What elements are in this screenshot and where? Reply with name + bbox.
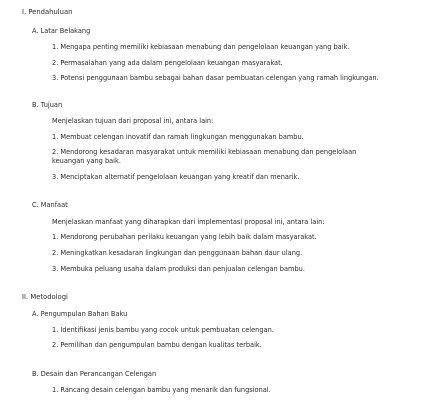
section-heading-metodologi: II. Metodologi — [22, 293, 68, 301]
list-item: 1. Mengapa penting memiliki kebiasaan menabung dan pengelolaan keuangan yang baik. — [52, 43, 350, 51]
subsection-heading-latar-belakang: A. Latar Belakang — [32, 27, 91, 35]
list-item: 2. Pemilihan dan pengumpulan bambu dengan kualitas terbaik. — [52, 341, 262, 349]
subsection-heading-pengumpulan: A. Pengumpulan Bahan Baku — [32, 310, 128, 318]
paragraph-intro: Menjelaskan manfaat yang diharapkan dari implementasi proposal ini, antara lain: — [52, 218, 325, 226]
paragraph-intro: Menjelaskan tujuan dari proposal ini, antara lain: — [52, 117, 214, 125]
list-item: 1. Identifikasi jenis bambu yang cocok untuk pembuatan celengan. — [52, 326, 274, 334]
list-item: 1. Mendorong perubahan perilaku keuangan yang lebih baik dalam masyarakat. — [52, 233, 317, 241]
subsection-heading-desain: B. Desain dan Perancangan Celengan — [32, 370, 157, 378]
subsection-heading-manfaat: C. Manfaat — [32, 201, 68, 209]
section-heading-pendahuluan: I. Pendahuluan — [22, 8, 73, 16]
list-item: 2. Permasalahan yang ada dalam pengelolaan keuangan masyarakat. — [52, 59, 283, 67]
list-item: 1. Rancang desain celengan bambu yang menarik dan fungsional. — [52, 386, 271, 394]
list-item: 2. Mendorong kesadaran masyarakat untuk memiliki kebiasaan menabung dan pengelolaan — [52, 148, 357, 156]
list-item: 3. Menciptakan alternatif pengelolaan keuangan yang kreatif dan menarik. — [52, 173, 300, 181]
list-item: 3. Potensi penggunaan bambu sebagai bahan dasar pembuatan celengan yang ramah lingkungan. — [52, 74, 379, 82]
list-item-continuation: keuangan yang baik. — [52, 157, 121, 165]
subsection-heading-tujuan: B. Tujuan — [32, 101, 63, 109]
list-item: 3. Membuka peluang usaha dalam produksi dan penjualan celengan bambu. — [52, 265, 305, 273]
list-item: 2. Meningkatkan kesadaran lingkungan dan penggunaan bahan daur ulang. — [52, 249, 303, 257]
list-item: 1. Membuat celengan inovatif dan ramah lingkungan menggunakan bambu. — [52, 133, 304, 141]
